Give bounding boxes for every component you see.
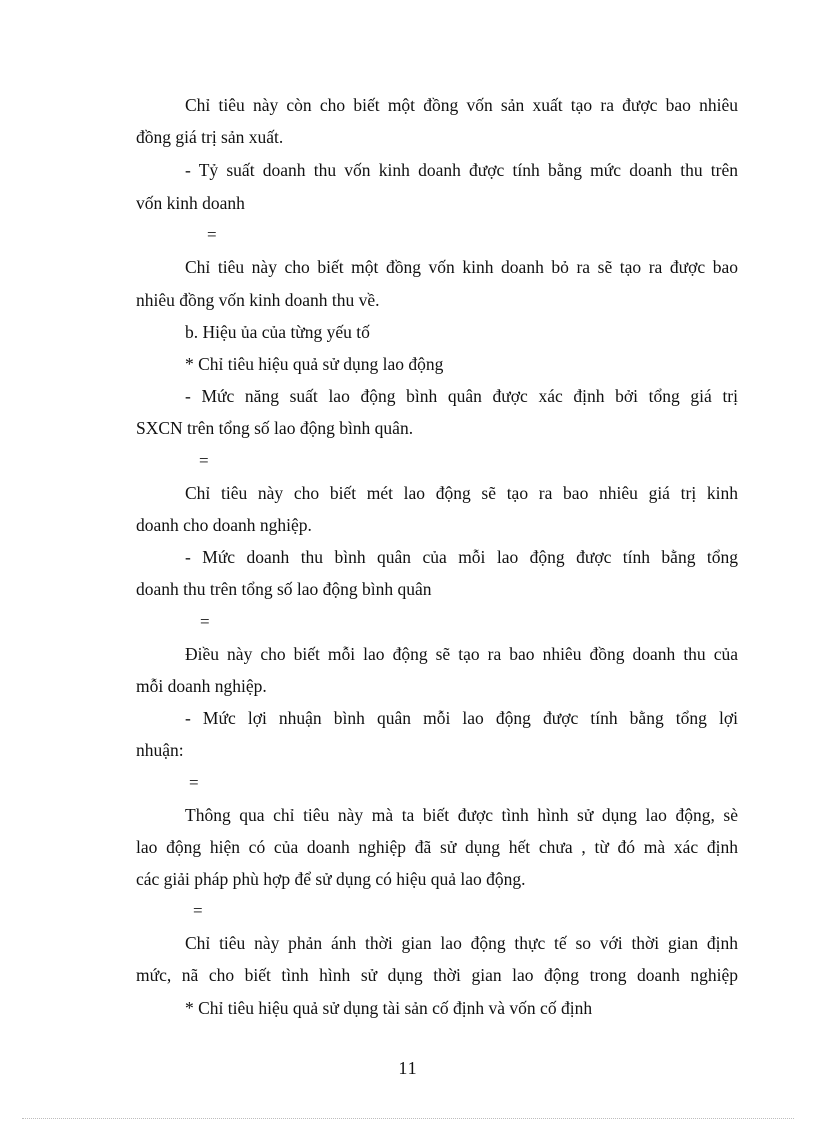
text-line: nhiêu đồng vốn kinh doanh thu về.	[136, 290, 380, 310]
text-line: đồng giá trị sản xuất.	[136, 127, 284, 147]
formula-equals: =	[189, 773, 199, 792]
text-line: nhuận:	[136, 740, 184, 760]
text-line: mỗi doanh nghiệp.	[136, 676, 267, 696]
text-line: - Mức doanh thu bình quân của mỗi lao động được tính bằng tổng	[185, 547, 738, 567]
text-line: - Mức năng suất lao động bình quân được xác định bởi tổng giá trị	[185, 386, 738, 406]
text-line: SXCN trên tổng số lao động bình quân.	[136, 418, 414, 438]
text-line: các giải pháp phù hợp để sử dụng có hiệu quả lao động.	[136, 869, 526, 889]
text-line: Điều này cho biết mỗi lao động sẽ tạo ra bao nhiêu đồng doanh thu của	[185, 644, 738, 664]
text-line: - Tỷ suất doanh thu vốn kinh doanh được tính bằng mức doanh thu trên	[185, 160, 738, 180]
text-line: - Mức lợi nhuận bình quân mỗi lao động được tính bằng tổng lợi	[185, 708, 738, 728]
sub-heading: * Chỉ tiêu hiệu quả sử dụng lao động	[185, 354, 444, 374]
formula-equals: =	[200, 612, 210, 631]
text-line: Chỉ tiêu này còn cho biết một đồng vốn sản xuất tạo ra được bao nhiêu	[185, 95, 738, 115]
section-heading: b. Hiệu ủa của từng yếu tố	[185, 322, 370, 342]
text-line: Chỉ tiêu này cho biết mét lao động sẽ tạo ra bao nhiêu giá trị kinh	[185, 483, 738, 503]
formula-equals: =	[199, 451, 209, 470]
page-number: 11	[398, 1058, 418, 1078]
sub-heading: * Chỉ tiêu hiệu quả sử dụng tài sản cố định và vốn cố định	[185, 998, 593, 1018]
text-line: Thông qua chỉ tiêu này mà ta biết được tình hình sử dụng lao động, sè	[185, 805, 738, 825]
text-line: lao động hiện có của doanh nghiệp đã sử dụng hết chưa , từ đó mà xác định	[136, 837, 738, 857]
formula-equals: =	[207, 225, 217, 244]
text-line: Chỉ tiêu này phản ánh thời gian lao động thực tế so với thời gian định	[185, 933, 738, 953]
text-line: vốn kinh doanh	[136, 193, 245, 213]
text-line: doanh cho doanh nghiệp.	[136, 515, 312, 535]
text-line: doanh thu trên tổng số lao động bình quân	[136, 579, 432, 599]
formula-equals: =	[193, 901, 203, 920]
text-line: Chỉ tiêu này cho biết một đồng vốn kinh doanh bỏ ra sẽ tạo ra được bao	[185, 257, 738, 277]
page-bottom-rule	[22, 1118, 794, 1119]
text-line: mức, nã cho biết tình hình sử dụng thời gian lao động trong doanh nghiệp	[136, 965, 738, 985]
